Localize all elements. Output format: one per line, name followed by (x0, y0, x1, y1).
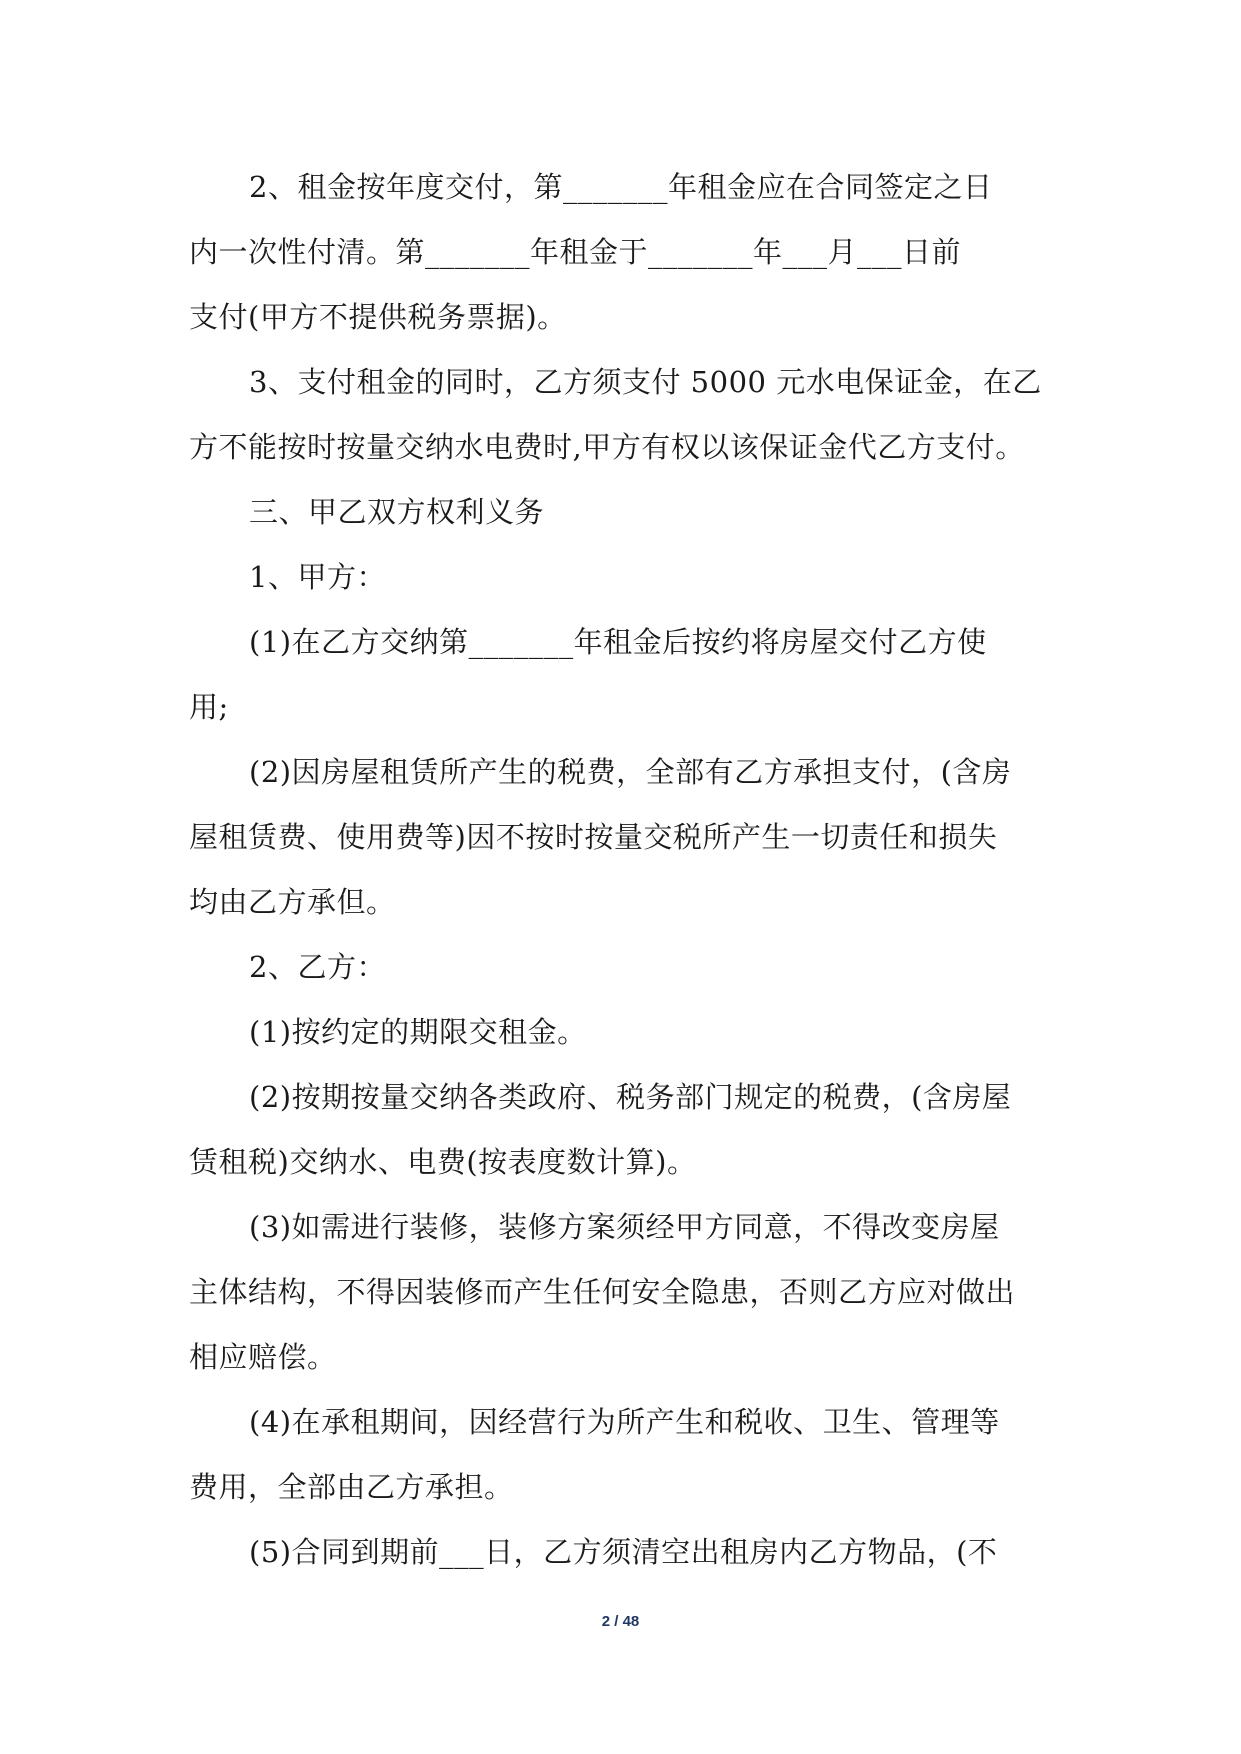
document-body (189, 155, 1061, 1585)
text-line: 3、支付租金的同时，乙方须支付 5000 元水电保证金，在乙 (249, 365, 1042, 399)
text-line: (1)按约定的期限交租金。 (249, 1015, 587, 1049)
page-number: 2 / 48 (601, 1613, 640, 1630)
text-line: 赁租税)交纳水、电费(按表度数计算)。 (189, 1145, 697, 1179)
text-line: (2)按期按量交纳各类政府、税务部门规定的税费，(含房屋 (249, 1080, 1012, 1114)
section-heading: 三、甲乙双方权利义务 (249, 495, 545, 529)
text-line: 费用，全部由乙方承担。 (189, 1470, 514, 1504)
text-line: 方不能按时按量交纳水电费时,甲方有权以该保证金代乙方支付。 (189, 430, 1025, 464)
text-line: 屋租赁费、使用费等)因不按时按量交税所产生一切责任和损失 (189, 820, 998, 854)
text-line: (2)因房屋租赁所产生的税费，全部有乙方承担支付，(含房 (249, 755, 1012, 789)
text-line: 用; (189, 690, 229, 724)
text-line: (4)在承租期间，因经营行为所产生和税收、卫生、管理等 (249, 1405, 1000, 1439)
text-line: 相应赔偿。 (189, 1340, 337, 1374)
text-line: 内一次性付清。第_______年租金于_______年___月___日前 (189, 235, 962, 269)
text-line: 主体结构，不得因装修而产生任何安全隐患，否则乙方应对做出 (189, 1275, 1016, 1309)
text-line: (5)合同到期前___日，乙方须清空出租房内乙方物品，(不 (249, 1535, 998, 1569)
text-line: 均由乙方承但。 (189, 885, 396, 919)
text-line: 支付(甲方不提供税务票据)。 (189, 300, 567, 334)
subsection-heading: 1、甲方： (249, 560, 386, 594)
text-line: 2、租金按年度交付，第_______年租金应在合同签定之日 (249, 170, 993, 204)
subsection-heading: 2、乙方： (249, 950, 386, 984)
text-line: (1)在乙方交纳第_______年租金后按约将房屋交付乙方使 (249, 625, 987, 659)
text-line: (3)如需进行装修，装修方案须经甲方同意，不得改变房屋 (249, 1210, 1000, 1244)
